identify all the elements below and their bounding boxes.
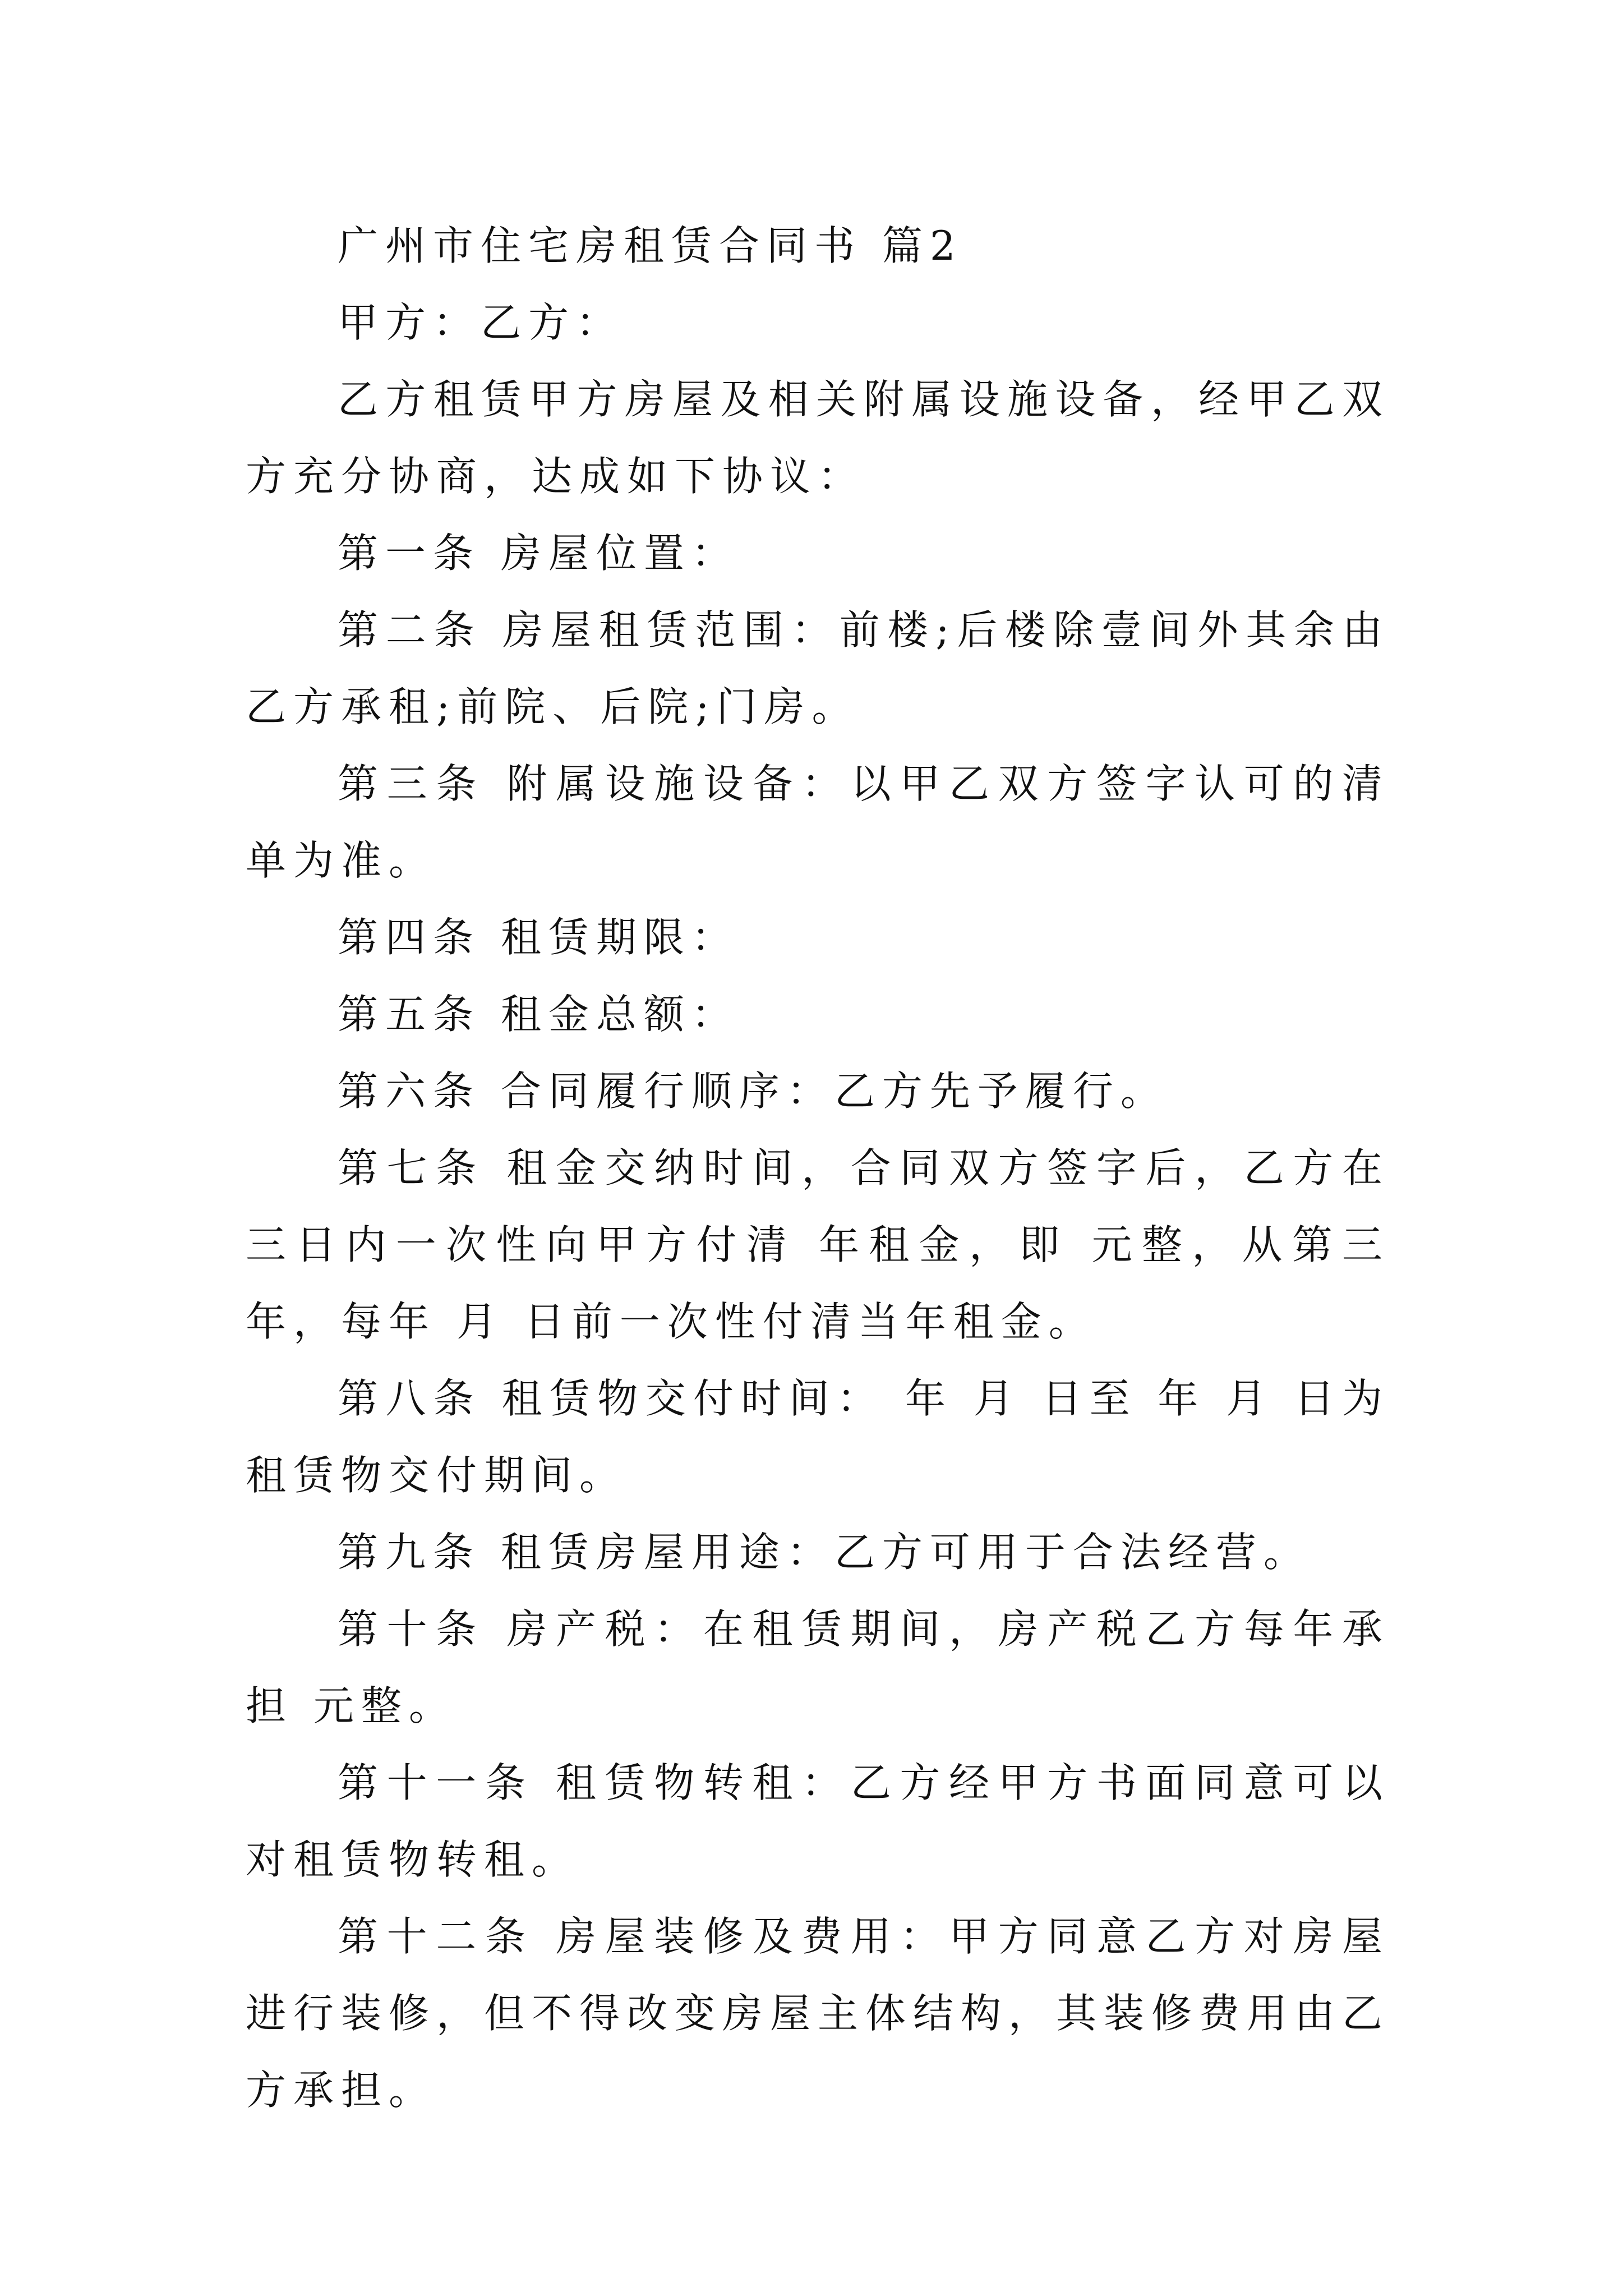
preamble-paragraph: 乙方租赁甲方房屋及相关附属设施设备，经甲乙双方充分协商，达成如下协议： [246, 376, 1390, 500]
article-12: 第十二条 房屋装修及费用：甲方同意乙方对房屋进行装修，但不得改变房屋主体结构，其装修费用由乙方承担。 [246, 1913, 1390, 2114]
article-10: 第十条 房产税：在租赁期间，房产税乙方每年承担 元整。 [246, 1605, 1390, 1729]
document-title: 广州市住宅房租赁合同书 篇2 [338, 222, 963, 269]
parties-line: 甲方：乙方： [338, 299, 624, 346]
article-4: 第四条 租赁期限： [338, 914, 739, 961]
document-body [246, 208, 1390, 2129]
article-11: 第十一条 租赁物转租：乙方经甲方书面同意可以对租赁物转租。 [246, 1759, 1390, 1883]
article-2: 第二条 房屋租赁范围：前楼;后楼除壹间外其余由乙方承租;前院、后院;门房。 [246, 606, 1390, 730]
article-3: 第三条 附属设施设备：以甲乙双方签字认可的清单为准。 [246, 760, 1390, 884]
article-9: 第九条 租赁房屋用途：乙方可用于合法经营。 [338, 1529, 1311, 1576]
article-7: 第七条 租金交纳时间，合同双方签字后，乙方在三日内一次性向甲方付清 年租金，即 元整，从第三年，每年 月 日前一次性付清当年租金。 [246, 1144, 1390, 1345]
article-1: 第一条 房屋位置： [338, 530, 739, 577]
article-5: 第五条 租金总额： [338, 991, 739, 1038]
article-6: 第六条 合同履行顺序：乙方先予履行。 [338, 1068, 1168, 1115]
article-8: 第八条 租赁物交付时间： 年 月 日至 年 月 日为租赁物交付期间。 [246, 1375, 1390, 1499]
